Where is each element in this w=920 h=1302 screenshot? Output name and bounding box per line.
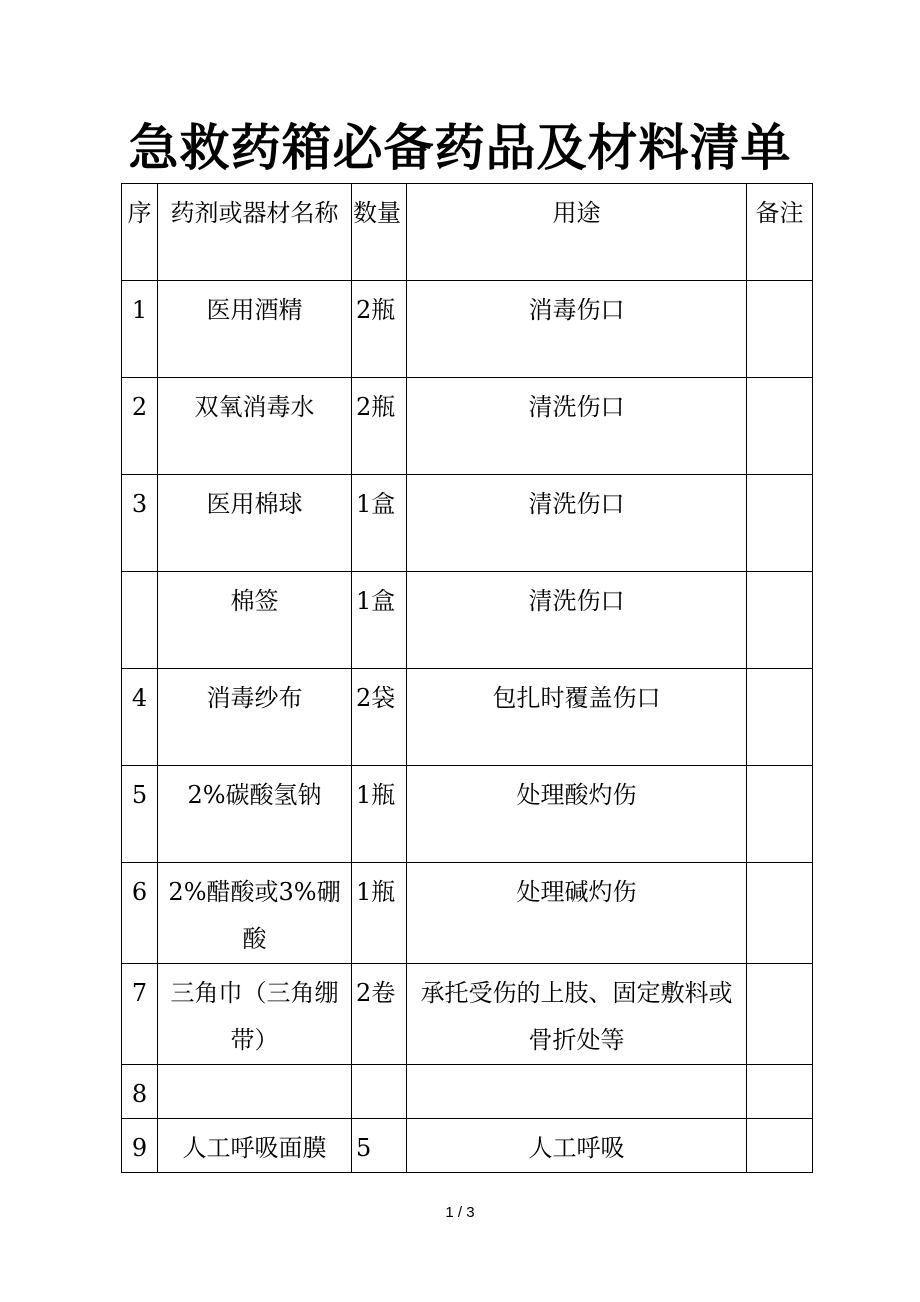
cell-note: [747, 766, 813, 863]
cell-use: 清洗伤口: [407, 475, 747, 572]
cell-use: [407, 1065, 747, 1119]
cell-use: 处理碱灼伤: [407, 863, 747, 964]
cell-qty: 1盒: [352, 572, 407, 669]
table-row: [122, 669, 813, 766]
cell-seq: 7: [122, 964, 158, 1065]
cell-use: 清洗伤口: [407, 572, 747, 669]
cell-qty: 2袋: [352, 669, 407, 766]
cell-note: [747, 863, 813, 964]
cell-note: [747, 1065, 813, 1119]
cell-qty: [352, 1065, 407, 1119]
cell-note: [747, 964, 813, 1065]
page-number: 1 / 3: [445, 1204, 475, 1221]
cell-seq: 5: [122, 766, 158, 863]
cell-note: [747, 669, 813, 766]
header-seq: 序: [122, 184, 158, 281]
cell-name: 人工呼吸面膜: [158, 1119, 352, 1173]
cell-name: 医用酒精: [158, 281, 352, 378]
cell-use: 承托受伤的上肢、固定敷料或骨折处等: [407, 964, 747, 1065]
cell-qty: 1瓶: [352, 863, 407, 964]
cell-seq: 8: [122, 1065, 158, 1119]
supply-table: [121, 183, 813, 1173]
cell-use: 处理酸灼伤: [407, 766, 747, 863]
cell-name: 棉签: [158, 572, 352, 669]
cell-use: 清洗伤口: [407, 378, 747, 475]
cell-use: 人工呼吸: [407, 1119, 747, 1173]
cell-qty: 2瓶: [352, 281, 407, 378]
cell-qty: 2卷: [352, 964, 407, 1065]
document-title: 急救药箱必备药品及材料清单: [128, 118, 792, 177]
cell-seq: 1: [122, 281, 158, 378]
cell-note: [747, 475, 813, 572]
cell-name: 2%醋酸或3%硼酸: [158, 863, 352, 964]
cell-name: 双氧消毒水: [158, 378, 352, 475]
table-row: [122, 572, 813, 669]
cell-seq: 2: [122, 378, 158, 475]
table-row: [122, 281, 813, 378]
cell-seq: 6: [122, 863, 158, 964]
cell-seq: 9: [122, 1119, 158, 1173]
cell-name: 医用棉球: [158, 475, 352, 572]
table-row: [122, 766, 813, 863]
table-row: [122, 1065, 813, 1119]
cell-use: 包扎时覆盖伤口: [407, 669, 747, 766]
cell-qty: 1盒: [352, 475, 407, 572]
header-name: 药剂或器材名称: [158, 184, 352, 281]
table-row: [122, 1119, 813, 1173]
cell-note: [747, 378, 813, 475]
table-row: [122, 378, 813, 475]
cell-note: [747, 1119, 813, 1173]
table-row: [122, 863, 813, 964]
table-row: [122, 475, 813, 572]
cell-qty: 1瓶: [352, 766, 407, 863]
cell-seq: 3: [122, 475, 158, 572]
cell-qty: 2瓶: [352, 378, 407, 475]
cell-name: 消毒纱布: [158, 669, 352, 766]
cell-note: [747, 572, 813, 669]
cell-name: 三角巾（三角绷带）: [158, 964, 352, 1065]
cell-qty: 5: [352, 1119, 407, 1173]
table-header-row: [122, 184, 813, 281]
cell-seq: 4: [122, 669, 158, 766]
cell-seq: [122, 572, 158, 669]
cell-use: 消毒伤口: [407, 281, 747, 378]
table-row: [122, 964, 813, 1065]
cell-name: 2%碳酸氢钠: [158, 766, 352, 863]
header-qty: 数量: [352, 184, 407, 281]
header-use: 用途: [407, 184, 747, 281]
cell-name: [158, 1065, 352, 1119]
cell-note: [747, 281, 813, 378]
header-note: 备注: [747, 184, 813, 281]
